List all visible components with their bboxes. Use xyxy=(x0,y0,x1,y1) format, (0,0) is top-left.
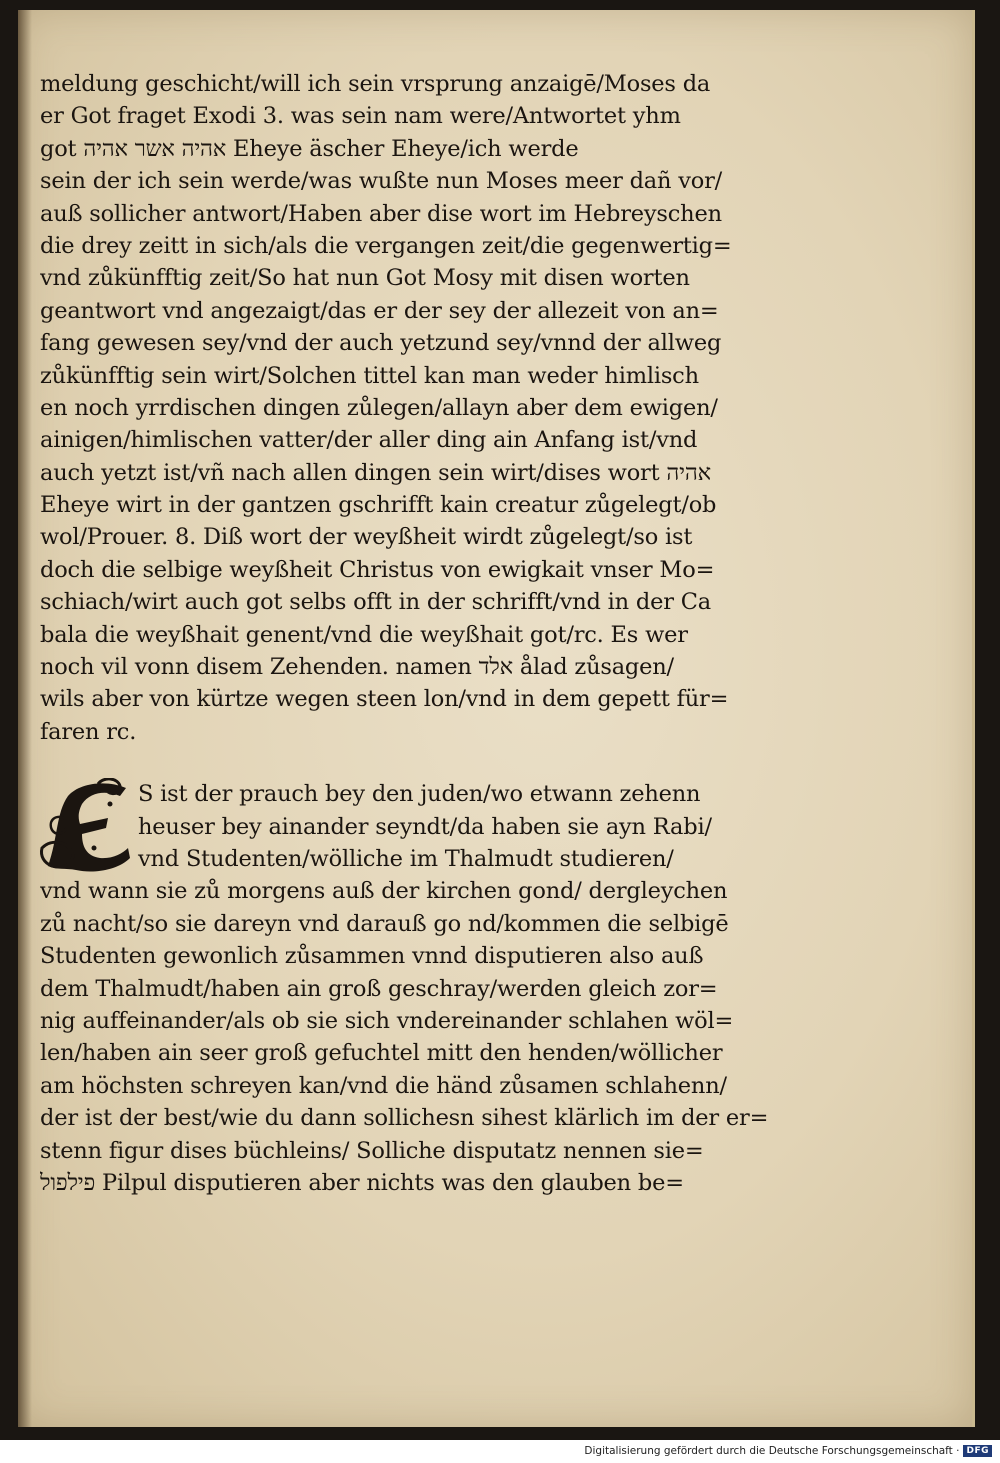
page-text xyxy=(40,68,782,1199)
text-line: en noch yrrdischen dingen zůlegen/allayn aber dem ewigen/ xyxy=(40,394,718,421)
text-line: wol/Prouer. 8. Diß wort der weyßheit wirdt zůgelegt/so ist xyxy=(40,524,693,551)
text-line: Eheye wirt in der gantzen gschrifft kain creatur zůgelegt/ob xyxy=(40,492,717,519)
text-line: פילפול Pilpul disputieren aber nichts was den glauben be= xyxy=(40,1169,684,1196)
page-gutter-shadow xyxy=(18,10,32,1427)
paragraph-2-indented-lines xyxy=(40,778,782,875)
text-line: nig auffeinander/als ob sie sich vndereinander schlahen wöl= xyxy=(40,1007,734,1034)
text-line: S ist der prauch bey den juden/wo etwann zehenn xyxy=(138,781,701,808)
text-line: heuser bey ainander seyndt/da haben sie ayn Rabi/ xyxy=(138,813,712,840)
text-line: faren rc. xyxy=(40,718,137,745)
text-line: zůkünfftig sein wirt/Solchen tittel kan man weder himlisch xyxy=(40,362,699,389)
text-line: zů nacht/so sie dareyn vnd darauß go nd/kommen die selbigē xyxy=(40,910,729,937)
text-line: sein der ich sein werde/was wußte nun Moses meer dañ vor/ xyxy=(40,168,723,195)
decorated-initial-e xyxy=(38,778,132,876)
text-line: dem Thalmudt/haben ain groß geschray/werden gleich zor= xyxy=(40,975,718,1002)
text-line: noch vil vonn disem Zehenden. namen אלד ålad zůsagen/ xyxy=(40,654,674,681)
text-line: len/haben ain seer groß gefuchtel mitt den henden/wöllicher xyxy=(40,1040,723,1067)
text-line: er Got fraget Exodi 3. was sein nam were/Antwortet yhm xyxy=(40,103,681,130)
text-line: vnd Studenten/wölliche im Thalmudt studieren/ xyxy=(138,845,674,872)
text-line: bala die weyßhait genent/vnd die weyßhait got/rc. Es wer xyxy=(40,621,688,648)
book-page xyxy=(18,10,975,1427)
text-line: schiach/wirt auch got selbs offt in der schrifft/vnd in der Ca xyxy=(40,589,711,616)
text-line: geantwort vnd angezaigt/das er der sey der allezeit von an= xyxy=(40,297,719,324)
text-line: der ist der best/wie du dann sollichesn sihest klärlich im der er= xyxy=(40,1105,769,1132)
text-line: meldung geschicht/will ich sein vrsprung anzaigē/Moses da xyxy=(40,71,711,97)
digitization-credit xyxy=(584,1442,992,1460)
text-line: got אהיה אשר אהיה Eheye äscher Eheye/ich werde xyxy=(40,135,579,162)
text-line: am höchsten schreyen kan/vnd die händ zůsamen schlahenn/ xyxy=(40,1072,727,1099)
text-line: Studenten gewonlich zůsammen vnnd disputieren also auß xyxy=(40,943,704,970)
text-line: vnd wann sie zů morgens auß der kirchen gond/ dergleychen xyxy=(40,878,728,905)
text-line: ainigen/himlischen vatter/der aller ding ain Anfang ist/vnd xyxy=(40,427,698,454)
text-line: wils aber von kürtze wegen steen lon/vnd in dem gepett für= xyxy=(40,686,729,713)
dfg-logo: DFG xyxy=(963,1445,992,1457)
text-line: auch yetzt ist/vñ nach allen dingen sein wirt/dises wort אהיה xyxy=(40,459,711,486)
text-line: doch die selbige weyßheit Christus von ewigkait vnser Mo= xyxy=(40,556,715,583)
text-line: fang gewesen sey/vnd der auch yetzund sey/vnnd der allweg xyxy=(40,330,722,357)
text-line: stenn figur dises büchleins/ Solliche disputatz nennen sie= xyxy=(40,1137,704,1164)
paragraph-1 xyxy=(40,68,782,748)
text-line: auß sollicher antwort/Haben aber dise wort im Hebreyschen xyxy=(40,200,722,227)
text-line: vnd zůkünfftig zeit/So hat nun Got Mosy mit disen worten xyxy=(40,265,690,292)
paragraph-2-lines xyxy=(40,875,782,1199)
text-line: die drey zeitt in sich/als die vergangen zeit/die gegenwertig= xyxy=(40,232,732,259)
paragraph-2 xyxy=(40,778,782,1199)
credit-text: Digitalisierung gefördert durch die Deutsche Forschungsgemeinschaft · xyxy=(584,1445,960,1457)
